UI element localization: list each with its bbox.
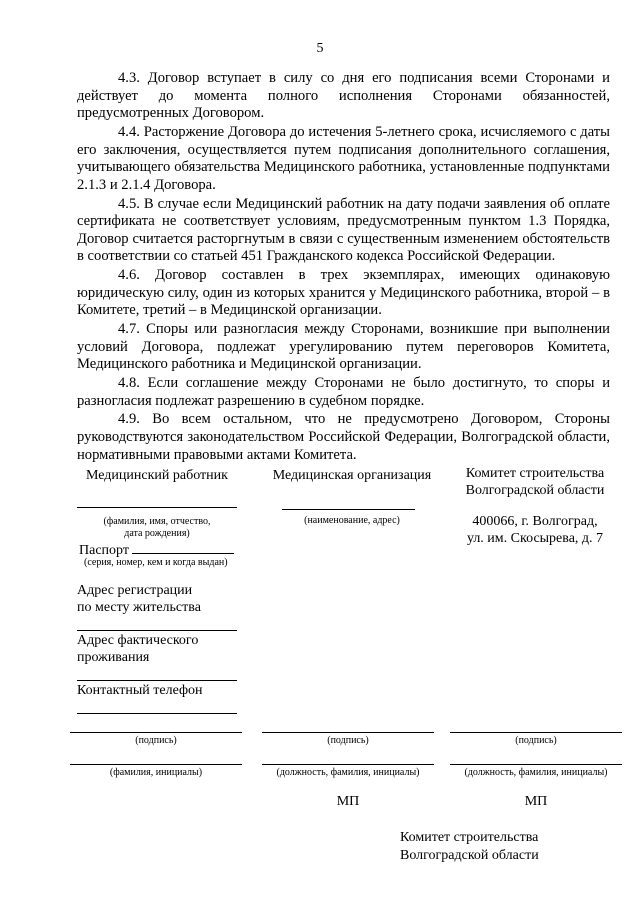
col1-addr-fact-2: проживания [77,650,150,665]
col3-mp: МП [524,794,548,809]
col1-sign-caption: (подпись) [135,735,177,746]
col1-addr-reg-line [77,630,237,631]
col2-mp: МП [336,794,360,809]
footer-line-1: Комитет строительства [400,830,539,845]
col1-fio-caption: (фамилия, имя, отчество, [103,516,211,527]
col2-name-caption: (должность, фамилия, инициалы) [276,767,420,778]
col1-addr-reg-2: по месту жительства [77,600,201,615]
contract-body [77,70,610,465]
col3-address-2: ул. им. Скосырева, д. 7 [466,531,604,546]
col1-sign-line [70,732,242,733]
col2-header: Медицинская организация [272,468,432,483]
footer-line-2: Волгоградской области [400,848,539,863]
col2-name-line [282,509,415,510]
col3-header-2: Волгоградской области [465,483,605,498]
col1-phone-label: Контактный телефон [77,683,203,698]
col1-name-caption: (фамилия, инициалы) [109,767,203,778]
passport-line [132,541,234,554]
col3-address-1: 400066, г. Волгоград, [472,514,598,529]
paragraph-4-5: 4.5. В случае если Медицинский работник на дату подачи заявления об оплате сертификата не соответствует условиям, предусмотренным пунктом 1.3 Порядка, Договор считается расторгнутым в связи с существенным изменением обстоятельств в соответствии со статьей 451 Гражданского кодекса Российской Федерации. [77,195,610,265]
paragraph-4-6: 4.6. Договор составлен в трех экземплярах, имеющих одинаковую юридическую силу, один из которых хранится у Медицинского работника, второй – в Комитете, третий – в Медицинской организации. [77,267,610,319]
paragraph-4-4: 4.4. Расторжение Договора до истечения 5-летнего срока, исчисляемого с даты его заключения, осуществляется путем подписания дополнительного соглашения, учитывающего обязательства Медицинского работника, установленные подпунктами 2.1.3 и 2.1.4 Договора. [77,123,610,193]
col2-sign-line [262,732,434,733]
col1-header: Медицинский работник [86,468,228,483]
passport-label: Паспорт [79,543,129,558]
col1-addr-fact-line [77,680,237,681]
page-number: 5 [316,41,324,56]
col3-name-line [450,764,622,765]
col1-fio-caption-2: дата рождения) [124,528,190,539]
col3-sign-line [450,732,622,733]
col1-addr-reg-1: Адрес регистрации [77,583,193,598]
paragraph-4-8: 4.8. Если соглашение между Сторонами не было достигнуто, то споры и разногласия подлежат разрешению в судебном порядке. [77,375,610,409]
col1-phone-line [77,713,237,714]
paragraph-4-9: 4.9. Во всем остальном, что не предусмотрено Договором, Стороны руководствуются законодательством Российской Федерации, Волгоградской области, нормативными правовыми актами Комитета. [77,411,610,463]
paragraph-4-7: 4.7. Споры или разногласия между Сторонами, возникшие при выполнении условий Договора, подлежат урегулированию путем переговоров Комитета, Медицинского работника и Медицинской организации. [77,321,610,373]
col1-fio-line [77,507,237,508]
col3-name-caption: (должность, фамилия, инициалы) [464,767,608,778]
col3-header-1: Комитет строительства [465,466,605,481]
col3-sign-caption: (подпись) [515,735,557,746]
col1-passport-caption: (серия, номер, кем и когда выдан) [84,557,228,568]
col2-name-caption: (наименование, адрес) [304,515,400,526]
col2-sign-caption: (подпись) [327,735,369,746]
paragraph-4-3: 4.3. Договор вступает в силу со дня его подписания всеми Сторонами и действует до момента полного исполнения Сторонами обязанностей, предусмотренных Договором. [77,70,610,122]
col1-addr-fact-1: Адрес фактического [77,633,199,648]
col2-name-line [262,764,434,765]
col1-name-line [70,764,242,765]
